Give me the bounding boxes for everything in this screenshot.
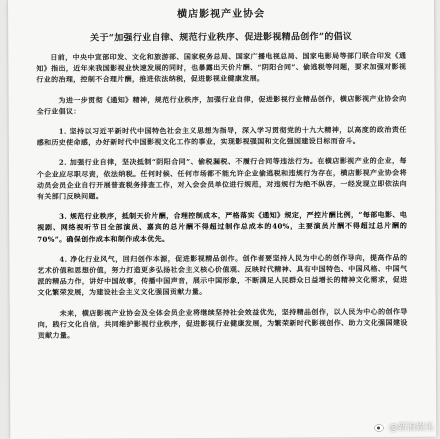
watermark-text: @新浪娱乐	[388, 423, 434, 433]
document-body	[8, 42, 436, 341]
paragraph-item-2: 2. 加强行业自律，坚决抵制“阴阳合同”、偷税漏税、不履行合同等违法行为。在横店影视产业的企业，每个企业应尽职尽责，依法纳税。任何时候、任何市场都不能允许企业偷逃税和违规行为存在，横店影视产业协会将动员会员企业自行开展普查税务排查工作，对入会会员单位进行规范，对违规行为绝不纵容，一经发现立即依法向有关部门反映问题。	[36, 156, 407, 201]
document-header: 横店影视产业协会	[177, 8, 266, 21]
watermark	[374, 420, 434, 433]
document-title: 关于“加强行业自律、规范行业秩序、促进影视精品创作”的倡议	[90, 32, 353, 44]
paragraph-item-3: 3. 规范行业秩序，抵制天价片酬，合理控制成本，严格落实《通知》规定，严控片酬比例，“每部电影、电视剧、网络视听节目全部演员、嘉宾的总片酬不得超过制作总成本的40%，主要演员片酬不得超过总片酬的70%”。确保创作成本和制作成本优先。	[37, 210, 408, 244]
paragraph-item-1: 1. 坚持以习近平新时代中国特色社会主义思想为指导，深入学习贯彻党的十九大精神，以高度的政治责任感和历史使命感，办好新时代中国影视文化工作的事业，实现影视强国和文化强国建设目标而奋斗。	[36, 124, 407, 148]
paragraph-closing: 未来，横店影视产业协会及全体会员企业将继续坚持社会效益优先，坚持精品创作，以人民为中心的创作导向，践行文化自信，共同维护影视行业秩序，促进影视行业健康发展，为繁荣新时代影视创作、助力文化强国建设贡献力量。	[37, 306, 408, 340]
document-page	[8, 0, 436, 439]
paragraph-intro: 日前，中央中宣部印发、文化和旅游部、国家税务总局、国家广播电视总局、国家电影局等部门联合印发《通知》指出，近年来我国影视业快速发展的同时，也暴露出天价片酬、“阴阳合同”、偷逃税等问题，要求加强对影视行业的治理，控制不合理片酬，推进依法纳税，促进影视业健康发展。	[36, 50, 407, 85]
paragraph-proposal: 为进一步贯彻《通知》精神，规范行业秩序，加强行业自律，促进影视行业精品创作，横店影视产业协会向全行业倡议：	[36, 93, 407, 116]
weibo-icon	[374, 422, 386, 432]
paragraph-item-4: 4. 净化行业风气，回归创作本源，促进影视精品创作。创作者要坚持人民为中心的创作导向，提高作品的艺术价值和思想价值，努力打造更多弘扬社会主义核心价值观、反映时代精神、具有中国特色、中国风格、中国气派的精品力作，讲好中国故事，传播中国声音，展示中国形象，不断满足人民群众日益增长的精神文化需求，促进文化繁荣发展，为建设社会主义文化强国贡献力量。	[37, 252, 408, 298]
